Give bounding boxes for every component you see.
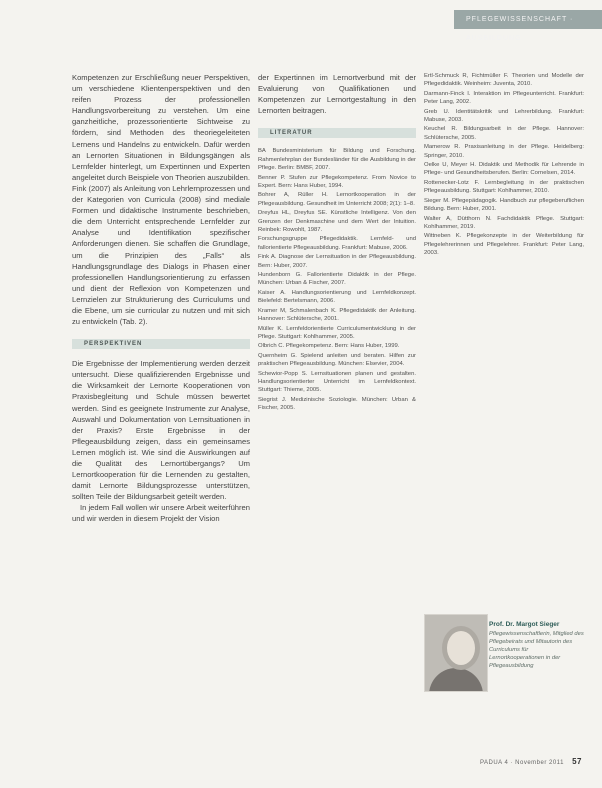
column-left <box>72 72 250 525</box>
reference-item: Siegrist J. Medizinische Soziologie. München: Urban & Fischer, 2005. <box>258 396 416 412</box>
author-photo-shoulders <box>429 668 483 692</box>
reference-list-continued <box>424 72 584 258</box>
reference-item: Keuchel R. Bildungsarbeit in der Pflege. Hannover: Schlütersche, 2005. <box>424 126 584 141</box>
reference-item: Wittneben K. Pflegekonzepte in der Weiterbildung für Pflegelehrerinnen und Pflegelehrer. Frankfurt: Peter Lang, 2003. <box>424 233 584 257</box>
reference-item: Mamerow R. Praxisanleitung in der Pflege. Heidelberg: Springer, 2010. <box>424 144 584 159</box>
reference-item: Müller K. Lernfeldorientierte Curriculumentwicklung in der Pflege. Stuttgart: Kohlhammer, 2005. <box>258 325 416 340</box>
author-photo <box>424 614 488 692</box>
reference-item: Darmann-Finck I. Interaktion im Pflegeunterricht. Frankfurt: Peter Lang, 2002. <box>424 90 584 106</box>
reference-item: Kramer M, Schmalenbach K. Pflegedidaktik der Anleitung. Hannover: Schlütersche, 2001. <box>258 307 416 323</box>
body-paragraph: Die Ergebnisse der Implementierung werden derzeit untersucht. Diese qualifizierenden Ergebnisse und die Wirksamkeit der Lernorte Kooperationen von Praxisbegleitung und Schule müssen bewertet werden. Sind es geeignete Instrumente zur Analyse, Auswahl und Dokumentation von Lernsituationen in der Praxis? Erste Ergebnisse in der Pflegeausbildung zeigen, dass ein gemeinsames Lernen möglich ist. Wie sind die Auswirkungen auf die Qualität des Lernortübergangs? Um Lernortkooperation für die Lernenden zu gestalten, damit Lernorte Bildungsprozesse unterstützen, sollten Teile der Bildungsarbeit geteilt werden. <box>72 359 250 502</box>
reference-item: Forschungsgruppe Pflegedidaktik. Lernfeld- und fallorientierte Pflegeausbildung. Frankfurt: Mabuse, 2006. <box>258 236 416 251</box>
reference-item: Hundenborn G. Fallorientierte Didaktik in der Pflege. München: Urban & Fischer, 2007. <box>258 272 416 287</box>
page-footer <box>480 757 582 766</box>
journal-info: PADUA 4 · November 2011 <box>479 760 564 766</box>
author-bio: Pflegewissenschaftlerin, Mitglied des Pflegebeirats und Mitautorin des Curriculums für Lernortkooperationen in der Pflegeausbildung <box>489 630 584 670</box>
reference-item: Dreyfus HL, Dreyfus SE. Künstliche Intelligenz. Von den Grenzen der Denkmaschine und dem Wert der Intuition. Reinbek: Rowohlt, 1987. <box>258 210 416 234</box>
section-tag: PFLEGEWISSENSCHAFT · AUSBILDUNG <box>454 10 602 29</box>
reference-item: BA Bundesministerium für Bildung und Forschung. Rahmenlehrplan der Bundesländer für die Ausbildung in der Pflege. Berlin: BMBF, 2007. <box>258 148 416 172</box>
reference-list <box>258 147 416 412</box>
reference-item: Walter A, Dütthorn N. Fachdidaktik Pflege. Stuttgart: Kohlhammer, 2019. <box>424 215 584 230</box>
body-paragraph: In jedem Fall wollen wir unsere Arbeit weiterführen und wir werden in diesem Projekt der Vision <box>72 503 250 524</box>
reference-item: Fink A. Diagnose der Lernsituation in der Pflegeausbildung. Bern: Huber, 2007. <box>258 254 416 269</box>
author-name: Prof. Dr. Margot Sieger <box>489 621 560 628</box>
section-heading-literatur: LITERATUR <box>258 128 416 138</box>
page-number: 57 <box>572 757 582 766</box>
reference-item: Sieger M. Pflegepädagogik. Handbuch zur pflegeberuflichen Bildung. Bern: Huber, 2001. <box>424 197 584 213</box>
body-paragraph: Kompetenzen zur Erschließung neuer Perspektiven, um verschiedene Klientenperspektiven und den reifen Prozess der professionellen Handlungsvorbereitung zu verstehen. Um eine ganzheitliche, prozessorientierte Sichtweise zu fördern, sind Methoden des theoriegeleiteten Lernens und Handelns zu entwickeln. Dafür werden an Lernorten Situationen in Bildungsgängen als Lernfelder hinterlegt, um Expertinnen und Experten angeleitet durch Beispiele von Theorien auszubilden. Fink (2007) als Anleitung von Lehrlernprozessen und der Kategorien von Curricula (2008) sind mediale Formen und didaktische Instrumente beschrieben, die dem Unterricht entsprechende Lernfelder zur Analyse und Identifikation spezifischer Anforderungen dienen. Sie schaffen die Grundlage, um die Prinzipien des „Falls“ als Handlungsgrundlage des Dialogs in Phasen einer professionellen Handlungsorientierung zu erfassen und dient der Reflexion von Kompetenzen und Lernzielen zur Strukturierung des Curriculums und die Ebene, um sie curricular zu nutzen und mit sich zu entwickeln (Tab. 2). <box>72 73 251 327</box>
reference-item: Benner P. Stufen zur Pflegekompetenz. From Novice to Expert. Bern: Hans Huber, 1994. <box>258 174 416 189</box>
section-heading-perspektiven: PERSPEKTIVEN <box>72 339 250 349</box>
reference-item: Kaiser A. Handlungsorientierung und Lernfeldkonzept. Bielefeld: Bertelsmann, 2006. <box>258 289 416 305</box>
reference-item: Quernheim G. Spielend anleiten und beraten. Hilfen zur praktischen Pflegeausbildung. München: Elsevier, 2004. <box>258 352 416 368</box>
reference-item: Bohrer A, Rüller H. Lernortkooperation in der Pflegeausbildung. Gesundheit im Unterricht 2008; 2(1): 1–8. <box>258 192 416 207</box>
column-right <box>424 72 584 259</box>
reference-item: Schewior-Popp S. Lernsituationen planen und gestalten. Handlungsorientierter Unterricht im Lernfeldkontext. Stuttgart: Thieme, 2005. <box>258 370 416 394</box>
column-middle <box>258 72 416 414</box>
author-photo-head <box>442 626 480 670</box>
reference-item: Rottenecker-Lotz F. Lernbegleitung in der praktischen Pflegeausbildung. Stuttgart: Kohlhammer, 2010. <box>424 179 584 195</box>
body-paragraph: der Expertinnen im Lernortverbund mit der Evaluierung von Qualifikationen und Kompetenzen zur Lernortgestaltung in den Lernorten beitragen. <box>258 73 416 116</box>
author-box <box>489 621 585 671</box>
reference-item: Greb U. Identitätskritik und Lehrerbildung. Frankfurt: Mabuse, 2003. <box>424 108 584 124</box>
reference-item: Oelke U, Meyer H. Didaktik und Methodik für Lehrende in Pflege- und Gesundheitsberufen. Berlin: Cornelsen, 2014. <box>424 162 584 177</box>
reference-item: Olbrich C. Pflegekompetenz. Bern: Hans Huber, 1999. <box>258 343 400 350</box>
reference-item: Ertl-Schmuck R, Fichtmüller F. Theorien und Modelle der Pflegedidaktik. Weinheim: Juventa, 2010. <box>424 73 584 88</box>
